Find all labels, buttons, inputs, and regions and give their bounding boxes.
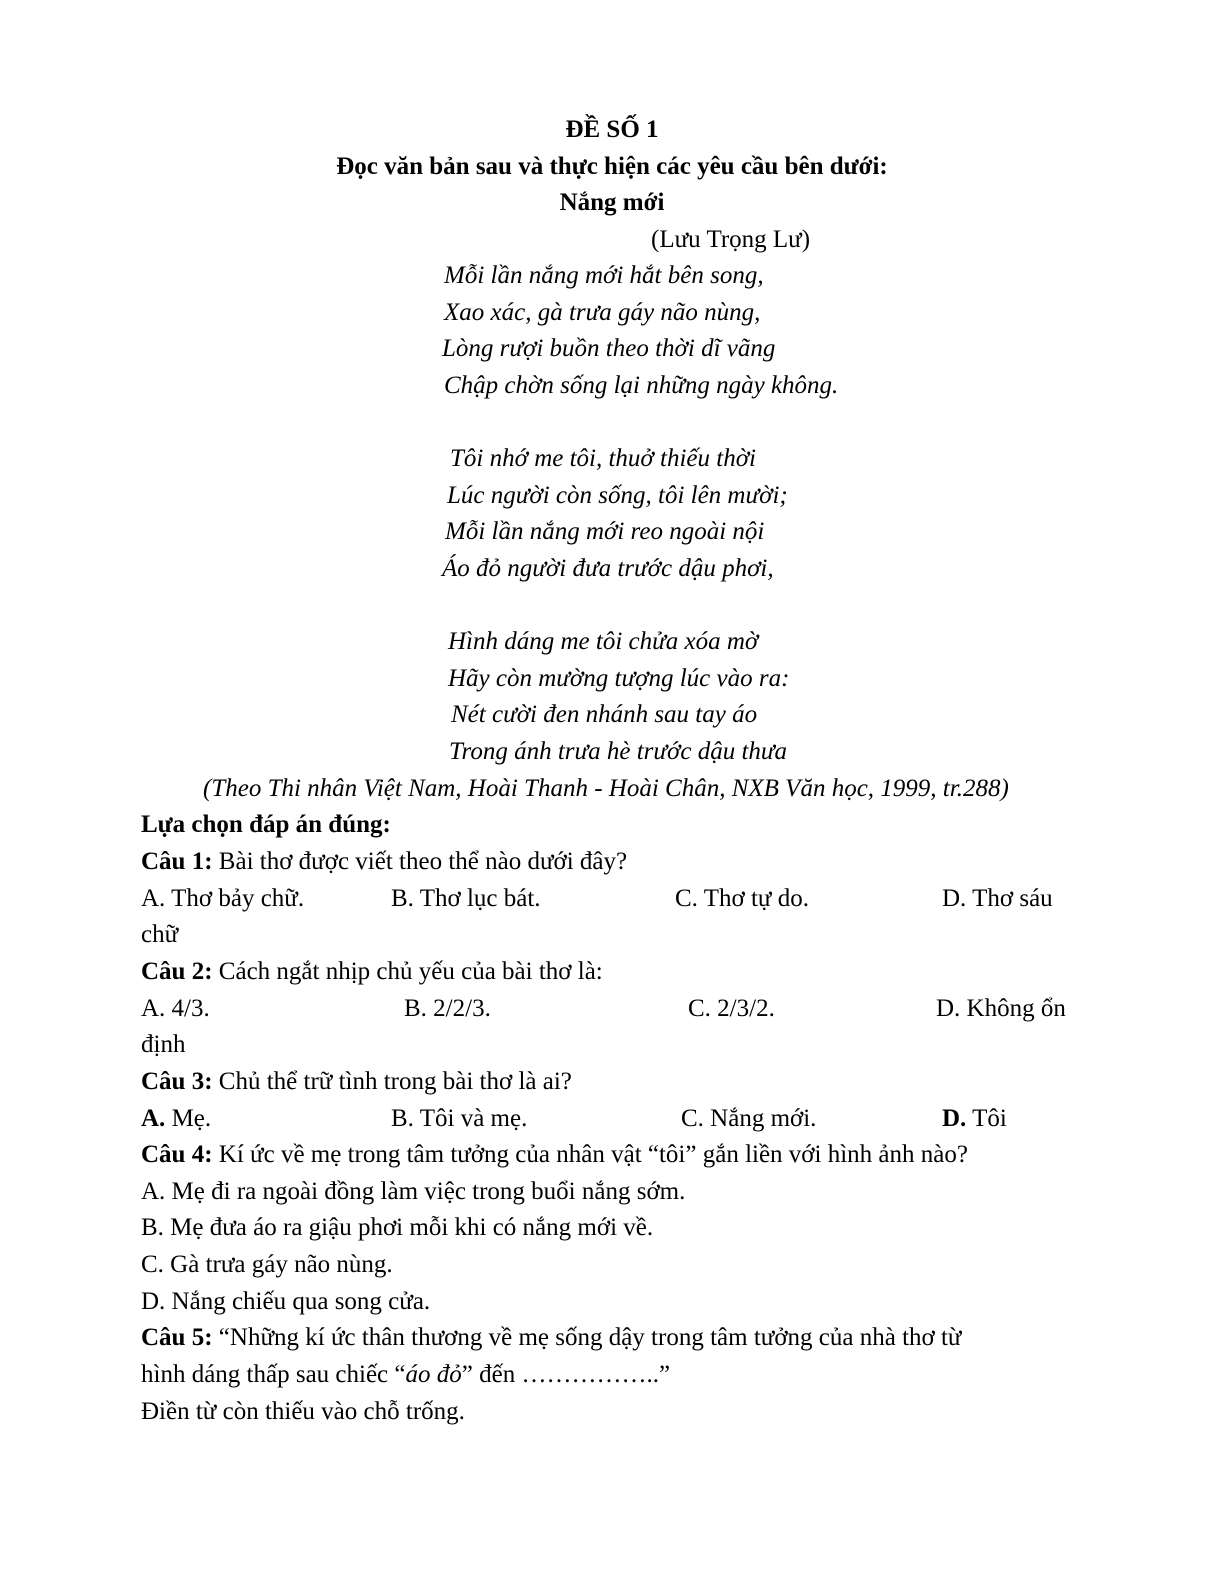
q2-option-d: D. Không ổn — [936, 995, 1066, 1022]
poem-line: Xao xác, gà trưa gáy não nùng, — [444, 299, 761, 326]
question-text: Chủ thể trữ tình trong bài thơ là ai? — [212, 1068, 572, 1095]
question-5 — [141, 1323, 962, 1353]
question-text: “Những kí ức thân thương về mẹ sống dậy trong tâm tưởng của nhà thơ từ — [212, 1324, 962, 1351]
poem-line: Hãy còn mường tượng lúc vào ra: — [448, 665, 790, 692]
poem-line: Chập chờn sống lại những ngày không. — [444, 372, 839, 399]
instruction: Đọc văn bản sau và thực hiện các yêu cầu bên dưới: — [336, 153, 888, 180]
q3-option-b: B. Tôi và mẹ. — [391, 1105, 528, 1132]
poem-line: Nét cười đen nhánh sau tay áo — [451, 701, 758, 728]
q1-option-b: B. Thơ lục bát. — [391, 885, 541, 912]
q5-instruction: Điền từ còn thiếu vào chỗ trống. — [141, 1398, 465, 1425]
question-label: Câu 4: — [141, 1141, 213, 1168]
q1-option-a: A. Thơ bảy chữ. — [141, 885, 305, 912]
exam-number: ĐỀ SỐ 1 — [565, 116, 659, 143]
q4-option-c: C. Gà trưa gáy não nùng. — [141, 1251, 393, 1278]
q3-option-d — [942, 1104, 1007, 1134]
q1-option-d-continued: chữ — [141, 921, 179, 948]
q2-option-d-continued: định — [141, 1031, 186, 1058]
q4-option-a: A. Mẹ đi ra ngoài đồng làm việc trong buổi nắng sớm. — [141, 1178, 686, 1205]
question-text: Bài thơ được viết theo thể nào dưới đây? — [212, 848, 628, 875]
q5-text-before: hình dáng thấp sau chiếc “ — [141, 1361, 406, 1388]
question-label: Câu 1: — [141, 848, 213, 875]
question-text: Cách ngắt nhịp chủ yếu của bài thơ là: — [212, 958, 603, 985]
poem-source: (Theo Thi nhân Việt Nam, Hoài Thanh - Hoài Chân, NXB Văn học, 1999, tr.288) — [203, 775, 1009, 802]
question-4 — [141, 1140, 968, 1170]
question-3 — [141, 1067, 572, 1097]
poem-line: Lúc người còn sống, tôi lên mười; — [447, 482, 788, 509]
option-text: Tôi — [966, 1105, 1007, 1132]
q4-option-d: D. Nắng chiếu qua song cửa. — [141, 1288, 431, 1315]
question-1 — [141, 847, 627, 877]
poem-title: Nắng mới — [559, 189, 665, 216]
q1-option-c: C. Thơ tự do. — [675, 885, 809, 912]
q2-option-b: B. 2/2/3. — [404, 995, 491, 1022]
q5-blank: ” đến ……………..” — [461, 1361, 671, 1388]
q5-emphasis: áo đỏ — [405, 1361, 462, 1388]
poem-author: (Lưu Trọng Lư) — [651, 226, 811, 253]
q4-option-b: B. Mẹ đưa áo ra giậu phơi mỗi khi có nắng mới về. — [141, 1214, 654, 1241]
option-key: A. — [141, 1105, 166, 1132]
poem-line: Hình dáng me tôi chửa xóa mờ — [448, 628, 759, 655]
poem-line: Trong ánh trưa hè trước dậu thưa — [449, 738, 788, 765]
question-2 — [141, 957, 603, 987]
poem-line: Lòng rượi buồn theo thời dĩ vãng — [442, 335, 776, 362]
poem-line: Mỗi lần nắng mới hắt bên song, — [444, 262, 764, 289]
q2-option-c: C. 2/3/2. — [688, 995, 775, 1022]
q3-option-c: C. Nắng mới. — [681, 1105, 817, 1132]
poem-line: Áo đỏ người đưa trước dậu phơi, — [442, 555, 774, 582]
question-label: Câu 3: — [141, 1068, 213, 1095]
poem-line: Mỗi lần nắng mới reo ngoài nội — [445, 518, 765, 545]
q5-line-2 — [141, 1360, 670, 1390]
q2-option-a: A. 4/3. — [141, 995, 210, 1022]
question-label: Câu 5: — [141, 1324, 213, 1351]
section-title: Lựa chọn đáp án đúng: — [141, 811, 391, 838]
q1-option-d: D. Thơ sáu — [942, 885, 1053, 912]
option-text: Mẹ. — [165, 1105, 212, 1132]
question-label: Câu 2: — [141, 958, 213, 985]
q3-option-a — [141, 1104, 211, 1134]
poem-line: Tôi nhớ me tôi, thuở thiếu thời — [450, 445, 756, 472]
option-key: D. — [942, 1105, 967, 1132]
question-text: Kí ức về mẹ trong tâm tưởng của nhân vật “tôi” gắn liền với hình ảnh nào? — [212, 1141, 968, 1168]
